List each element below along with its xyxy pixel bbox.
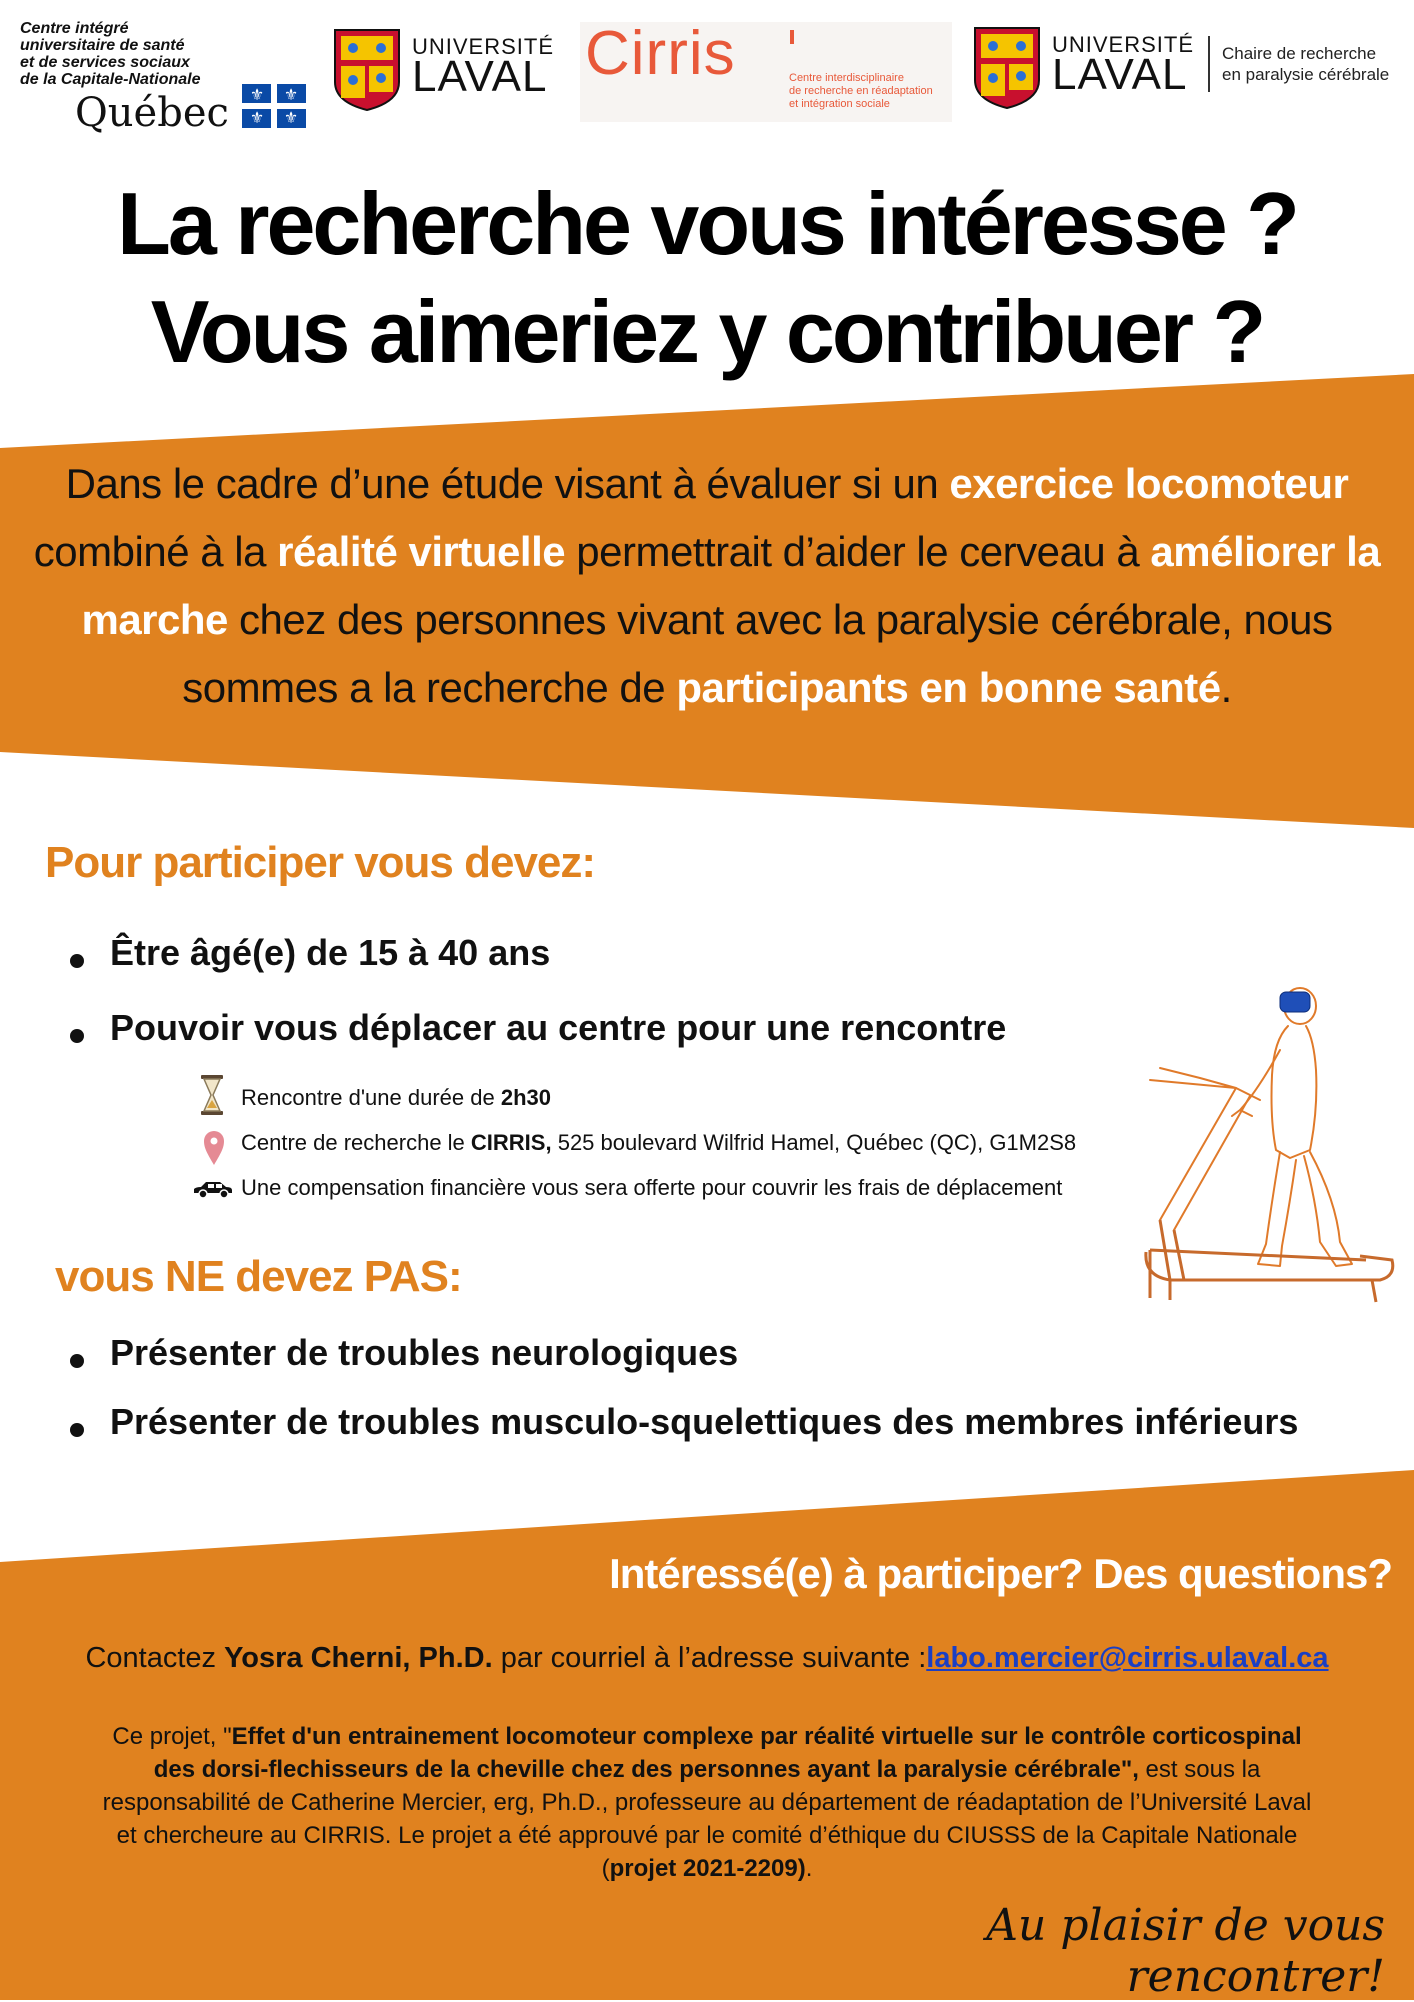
chaire-label (1222, 43, 1389, 85)
detail-text: 525 boulevard Wilfrid Hamel, Québec (QC), G1M2S8 (551, 1130, 1077, 1155)
cirris-sub-line: de recherche en réadaptation (789, 85, 933, 97)
cirris-wordmark: Cirris (585, 19, 736, 88)
location-detail (241, 1130, 1076, 1156)
location-pin-icon (203, 1130, 225, 1166)
bullet-dot (70, 1423, 84, 1437)
contact-heading: Intéressé(e) à participer? Des questions? (609, 1550, 1392, 1597)
contact-text: par courriel à l’adresse suivante : (492, 1642, 927, 1674)
detail-bold: CIRRIS, (470, 1130, 552, 1155)
ciusss-line: de la Capitale-Nationale (20, 71, 201, 88)
intro-highlight: améliorer la marche (81, 528, 1381, 643)
exclusion-text: Présenter de troubles musculo-squelettiques des membres inférieurs (110, 1401, 1299, 1442)
intro-text: . (1220, 664, 1232, 711)
project-number: projet 2021-2209) (609, 1855, 806, 1882)
logo-divider (1208, 36, 1210, 92)
quebec-flag-icon: ⚜ ⚜ ⚜ ⚜ (242, 84, 306, 128)
exclusion-text: Présenter de troubles neurologiques (110, 1332, 739, 1373)
cirris-subtitle (789, 72, 959, 111)
intro-highlight: participants en bonne santé (676, 664, 1221, 711)
laval-universite-label: UNIVERSITÉ (412, 34, 555, 59)
intro-text: Dans le cadre d’une étude visant à évaluer si un (65, 460, 950, 507)
requirement-text: Pouvoir vous déplacer au centre pour une rencontre (110, 1007, 1007, 1048)
detail-text: Rencontre d'une durée de (241, 1085, 501, 1110)
bullet-dot (70, 1029, 84, 1043)
project-description (95, 1720, 1319, 1885)
ciusss-line: et de services sociaux (20, 54, 190, 71)
quebec-wordmark: Québec (75, 90, 229, 136)
page-headline (0, 170, 1414, 386)
contact-text: Contactez (85, 1642, 225, 1674)
ciusss-line: universitaire de santé (20, 37, 185, 54)
treadmill-walker-illustration (1140, 980, 1400, 1310)
project-text: est sous la responsabilité de Catherine Mercier, erg, Ph.D., professeure au département de réadaptation de l’Université Laval et chercheure au CIRRIS. Le projet a été approuvé par le comité d’éthique du CIUSSS de la Capitale Nationale ( (102, 1756, 1312, 1882)
requirements-title: Pour participer vous devez: (45, 838, 596, 887)
intro-text: combiné à la (33, 528, 278, 575)
intro-highlight: réalité virtuelle (277, 528, 566, 575)
requirement-text: Être âgé(e) de 15 à 40 ans (110, 932, 551, 973)
compensation-detail: Une compensation financière vous sera offerte pour couvrir les frais de déplacement (241, 1175, 1063, 1200)
laval-shield-icon (333, 28, 401, 112)
headline-line: La recherche vous intéresse ? (117, 174, 1297, 273)
cirris-sub-line: et intégration sociale (789, 98, 890, 110)
chaire-line: en paralysie cérébrale (1222, 65, 1390, 84)
laval-universite-label: UNIVERSITÉ (1052, 32, 1195, 57)
duration-detail (241, 1085, 551, 1111)
chaire-line: Chaire de recherche (1222, 44, 1377, 63)
project-text: . (805, 1855, 813, 1882)
project-title: Effet d'un entrainement locomoteur complexe par réalité virtuelle sur le contrôle corticospinal des dorsi-flechisseurs de la cheville chez des personnes ayant la paralysie cérébrale (153, 1723, 1302, 1783)
intro-paragraph (30, 450, 1384, 722)
exclusions-title: vous NE devez PAS: (55, 1252, 462, 1301)
signoff-text: Au plaisir de vous rencontrer! (986, 1900, 1385, 2002)
contact-name: Yosra Cherni, Ph.D. (224, 1642, 493, 1674)
detail-bold: 2h30 (500, 1085, 551, 1110)
detail-text: Centre de recherche le (241, 1130, 471, 1155)
cirris-accent-mark (790, 30, 794, 44)
laval-name-label: LAVAL (1052, 50, 1188, 99)
contact-line (0, 1642, 1414, 1675)
car-icon (192, 1180, 234, 1200)
intro-text: chez des personnes vivant avec la paralysie cérébrale, nous sommes a la recherche de (182, 596, 1333, 711)
hourglass-icon (200, 1074, 224, 1116)
project-text: Ce projet, " (112, 1723, 232, 1750)
ciusss-line: Centre intégré (20, 20, 129, 37)
contact-email-link[interactable]: labo.mercier@cirris.ulaval.ca (926, 1642, 1329, 1674)
bullet-dot (70, 954, 84, 968)
intro-highlight: exercice locomoteur (949, 460, 1349, 507)
laval-name-label: LAVAL (412, 52, 548, 101)
ciusss-logo-text (20, 20, 250, 88)
laval-shield-icon (973, 26, 1041, 110)
headline-line: Vous aimeriez y contribuer ? (150, 282, 1264, 381)
bullet-dot (70, 1354, 84, 1368)
project-text-bold: ", (1120, 1756, 1139, 1783)
intro-text: permettrait d’aider le cerveau à (565, 528, 1151, 575)
cirris-sub-line: Centre interdisciplinaire (789, 72, 904, 84)
